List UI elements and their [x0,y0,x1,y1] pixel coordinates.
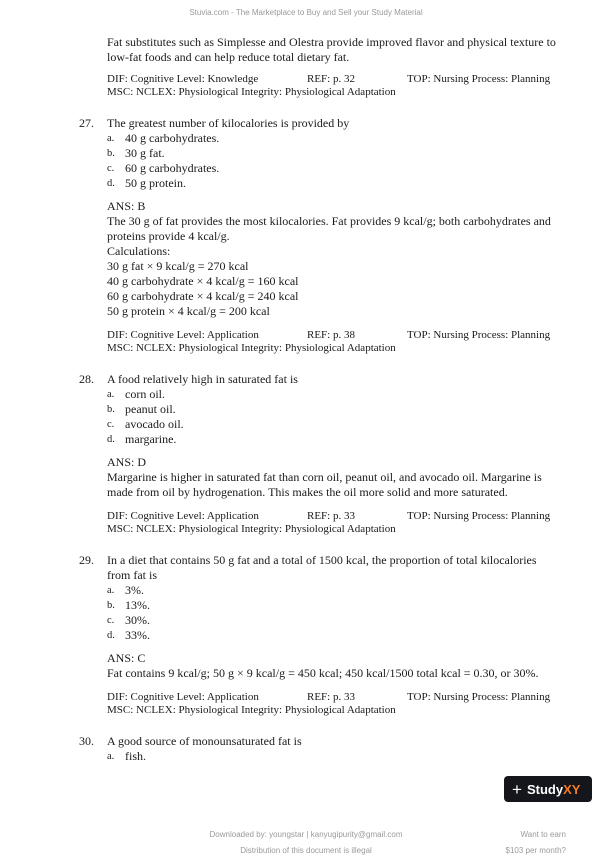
question-number: 27. [79,116,94,130]
answer-label: ANS: D [107,455,147,469]
option-text: margarine. [125,432,177,446]
option-b [107,598,577,613]
downloaded-by: Downloaded by: youngstar | kanyugipurity@gmail.com [209,830,403,839]
question-number: 29. [79,553,94,567]
option-letter: b. [107,148,115,159]
option-a [107,749,577,764]
option-text: 33%. [125,628,150,642]
explanation-line: proteins provide 4 kcal/g. [107,229,230,243]
question-stem: A good source of monounsaturated fat is [107,734,302,748]
top-label: TOP: Nursing Process: Planning [407,329,551,341]
question-27 [79,116,577,355]
option-text: fish. [125,749,146,763]
earn-promo[interactable]: Want to earn [520,830,566,839]
dif-label: DIF: Cognitive Level: Application [107,691,259,703]
msc-label: MSC: NCLEX: Physiological Integrity: Physiological Adaptation [107,704,396,716]
option-letter: c. [107,163,115,174]
msc-label: MSC: NCLEX: Physiological Integrity: Physiological Adaptation [107,342,396,354]
ref-label: REF: p. 32 [307,73,355,85]
question-stem: A food relatively high in saturated fat is [107,372,298,386]
option-text: 30 g fat. [125,146,165,160]
explanation-line: Fat substitutes such as Simplesse and Olestra provide improved flavor and physical texture to [107,35,556,49]
question-meta [107,510,577,536]
explanation-line: Margarine is higher in saturated fat than corn oil, peanut oil, and avocado oil. Margarine is [107,470,542,484]
option-letter: a. [107,751,115,762]
dif-label: DIF: Cognitive Level: Application [107,329,259,341]
question-stem: from fat is [107,568,157,582]
option-text: 60 g carbohydrates. [125,161,220,175]
option-text: 13%. [125,598,150,612]
option-text: 3%. [125,583,144,597]
ref-label: REF: p. 38 [307,329,355,341]
explanation-line: made from oil by hydrogenation. This makes the oil more solid and more saturated. [107,485,508,499]
option-a [107,387,577,402]
option-text: 40 g carbohydrates. [125,131,220,145]
stuvia-watermark: Stuvia.com - The Marketplace to Buy and Sell your Study Material [189,8,423,17]
dif-label: DIF: Cognitive Level: Application [107,510,259,522]
msc-label: MSC: NCLEX: Physiological Integrity: Physiological Adaptation [107,86,396,98]
option-c [107,417,577,432]
question-29 [79,553,577,717]
option-letter: a. [107,585,115,596]
logo-text-xy: XY [563,781,581,797]
option-c [107,161,577,176]
option-letter: b. [107,600,115,611]
question-28 [79,372,577,536]
option-b [107,402,577,417]
question-number: 28. [79,372,94,386]
ref-label: REF: p. 33 [307,691,355,703]
top-label: TOP: Nursing Process: Planning [407,73,551,85]
option-b [107,146,577,161]
option-text: avocado oil. [125,417,184,431]
document-body [79,35,577,764]
explanation-line: low-fat foods and can help reduce total dietary fat. [107,50,350,64]
answer-label: ANS: B [107,199,146,213]
option-text: corn oil. [125,387,165,401]
option-text: 50 g protein. [125,176,186,190]
plus-icon: + [512,779,522,799]
top-label: TOP: Nursing Process: Planning [407,510,551,522]
explanation-line: 50 g protein × 4 kcal/g = 200 kcal [107,304,270,318]
option-c [107,613,577,628]
option-letter: b. [107,404,115,415]
option-a [107,131,577,146]
ref-label: REF: p. 33 [307,510,355,522]
question-number: 30. [79,734,94,748]
option-letter: c. [107,419,115,430]
option-d [107,628,577,643]
option-d [107,176,577,191]
earn-price[interactable]: $103 per month? [505,846,566,855]
option-letter: c. [107,615,115,626]
option-letter: d. [107,178,115,189]
option-a [107,583,577,598]
dif-label: DIF: Cognitive Level: Knowledge [107,73,259,85]
explanation-line: The 30 g of fat provides the most kilocalories. Fat provides 9 kcal/g; both carbohydrates and [107,214,551,228]
explanation-line: Fat contains 9 kcal/g; 50 g × 9 kcal/g = 450 kcal; 450 kcal/1500 total kcal = 0.30, or 30%. [107,666,539,680]
option-text: 30%. [125,613,150,627]
answer-label: ANS: C [107,651,146,665]
option-text: peanut oil. [125,402,176,416]
option-letter: d. [107,434,115,445]
logo-text-study: Study [526,781,564,797]
option-letter: a. [107,133,115,144]
explanation-line: 30 g fat × 9 kcal/g = 270 kcal [107,259,249,273]
intro-meta [107,73,577,99]
distribution-notice: Distribution of this document is illegal [240,846,372,855]
question-stem: The greatest number of kilocalories is provided by [107,116,350,130]
top-label: TOP: Nursing Process: Planning [407,691,551,703]
question-stem: In a diet that contains 50 g fat and a total of 1500 kcal, the proportion of total kilocalories [107,553,537,567]
msc-label: MSC: NCLEX: Physiological Integrity: Physiological Adaptation [107,523,396,535]
explanation-line: Calculations: [107,244,171,258]
explanation-line: 60 g carbohydrate × 4 kcal/g = 240 kcal [107,289,299,303]
question-meta [107,329,577,355]
option-letter: d. [107,630,115,641]
explanation-line: 40 g carbohydrate × 4 kcal/g = 160 kcal [107,274,299,288]
option-d [107,432,577,447]
option-letter: a. [107,389,115,400]
intro-explanation [107,35,577,65]
question-meta [107,691,577,717]
question-30 [79,734,577,764]
studyxy-logo[interactable] [504,776,592,802]
